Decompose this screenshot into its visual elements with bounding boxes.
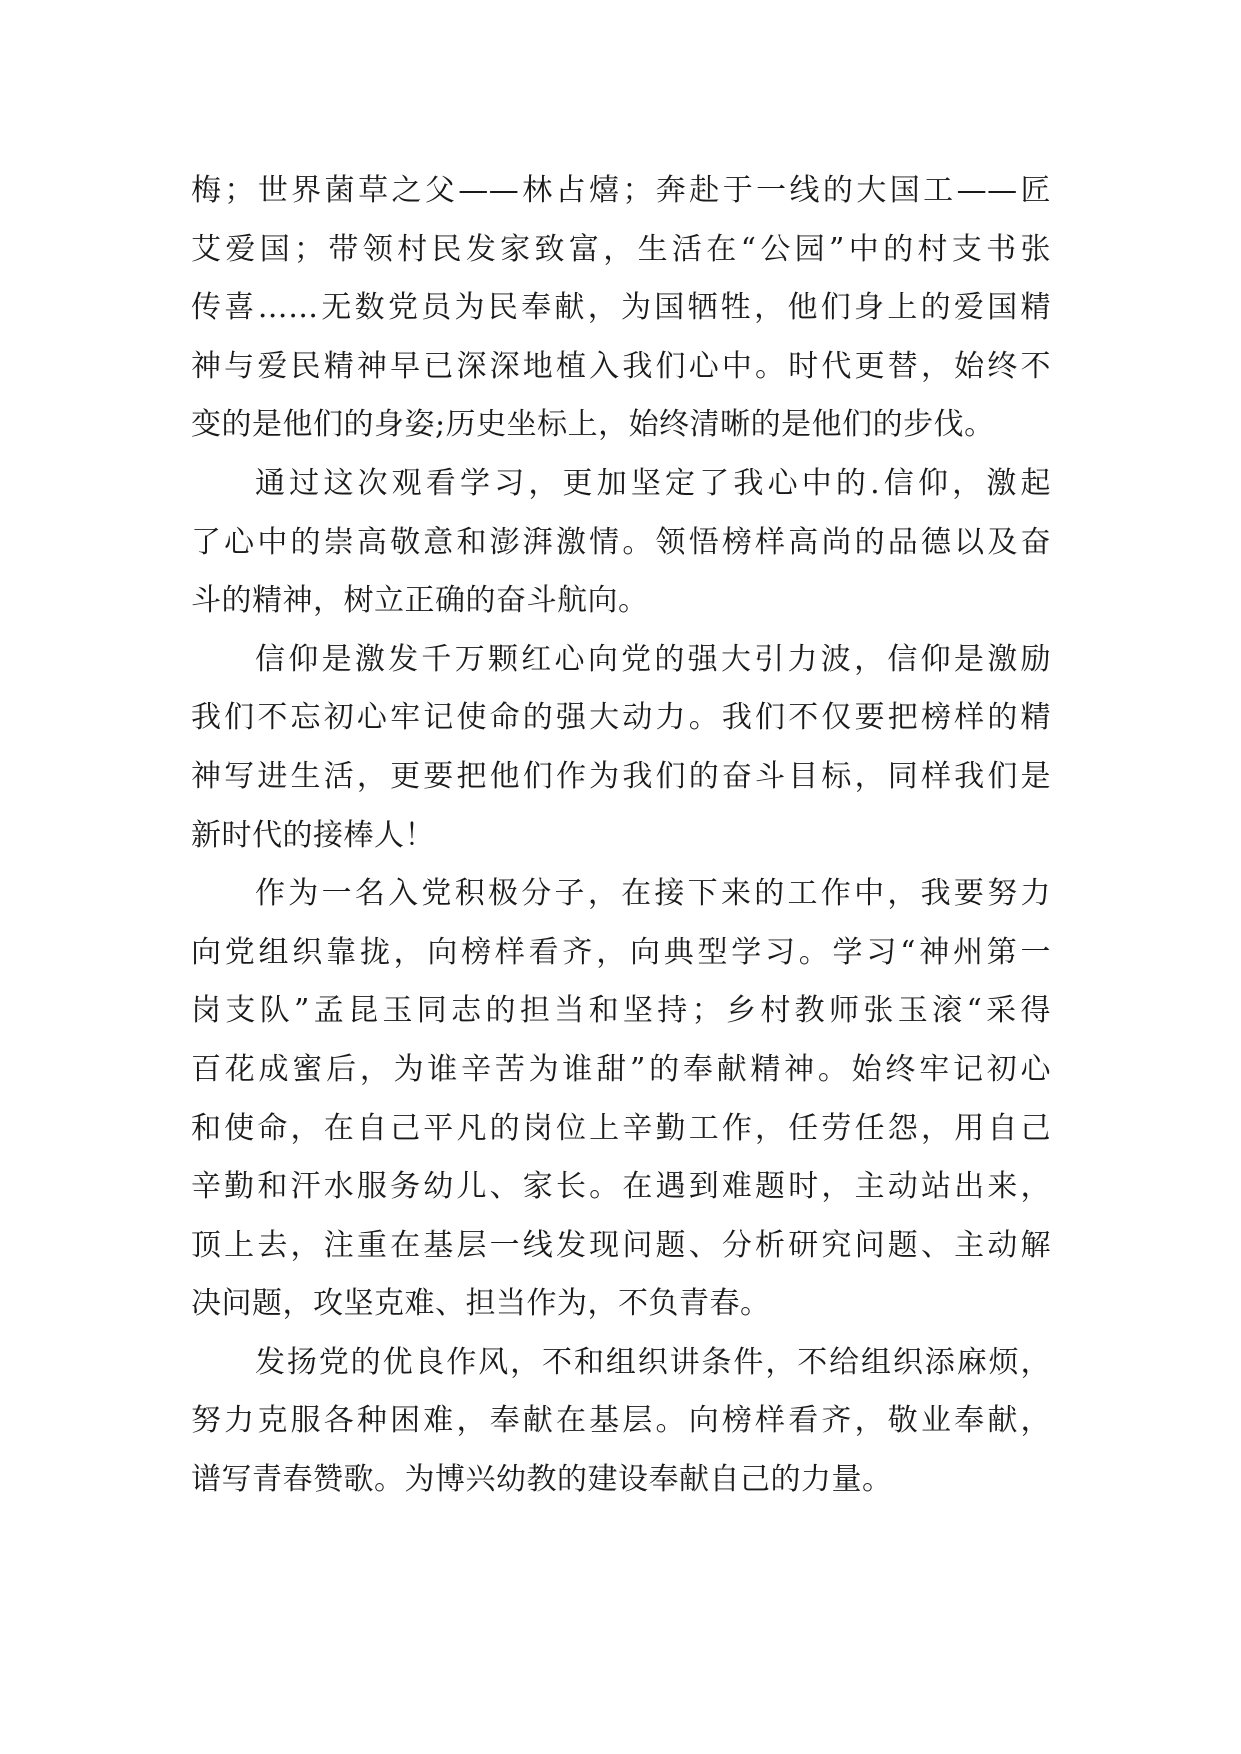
body-text xyxy=(191,162,1051,1510)
text-line: 神写进生活，更要把他们作为我们的奋斗目标，同样我们是 xyxy=(191,758,1051,794)
text-line: 百花成蜜后，为谁辛苦为谁甜”的奉献精神。始终牢记初心 xyxy=(191,1051,1051,1087)
text-line: 通过这次观看学习，更加坚定了我心中的.信仰，激起 xyxy=(255,465,1051,501)
text-line: 发扬党的优良作风，不和组织讲条件，不给组织添麻烦， xyxy=(255,1344,1051,1380)
text-line: 谱写青春赞歌。为博兴幼教的建设奉献自己的力量。 xyxy=(191,1462,893,1498)
text-line: 传喜……无数党员为民奉献，为国牺牲，他们身上的爱国精 xyxy=(191,290,1051,326)
text-line: 顶上去，注重在基层一线发现问题、分析研究问题、主动解 xyxy=(191,1227,1051,1263)
text-line: 向党组织靠拢，向榜样看齐，向典型学习。学习“神州第一 xyxy=(191,934,1051,970)
text-line: 岗支队”孟昆玉同志的担当和坚持；乡村教师张玉滚“采得 xyxy=(191,993,1051,1029)
text-line: 决问题，攻坚克难、担当作为，不负青春。 xyxy=(191,1286,771,1322)
text-line: 信仰是激发千万颗红心向党的强大引力波，信仰是激励 xyxy=(255,641,1051,677)
text-line: 梅；世界菌草之父——林占熺；奔赴于一线的大国工——匠 xyxy=(191,173,1051,208)
text-line: 变的是他们的身姿;历史坐标上，始终清晰的是他们的步伐。 xyxy=(191,407,995,443)
text-line: 努力克服各种困难，奉献在基层。向榜样看齐，敬业奉献， xyxy=(191,1403,1051,1439)
text-line: 我们不忘初心牢记使命的强大动力。我们不仅要把榜样的精 xyxy=(191,700,1051,736)
text-line: 新时代的接棒人！ xyxy=(191,817,435,853)
text-line: 和使命，在自己平凡的岗位上辛勤工作，任劳任怨，用自己 xyxy=(191,1110,1051,1146)
text-line: 艾爱国；带领村民发家致富，生活在“公园”中的村支书张 xyxy=(191,231,1051,267)
text-line: 神与爱民精神早已深深地植入我们心中。时代更替，始终不 xyxy=(191,348,1051,384)
text-line: 了心中的崇高敬意和澎湃激情。领悟榜样高尚的品德以及奋 xyxy=(191,524,1051,560)
text-line: 斗的精神，树立正确的奋斗航向。 xyxy=(191,583,649,619)
text-line: 作为一名入党积极分子，在接下来的工作中，我要努力 xyxy=(255,876,1051,912)
text-line: 辛勤和汗水服务幼儿、家长。在遇到难题时，主动站出来， xyxy=(191,1169,1051,1205)
